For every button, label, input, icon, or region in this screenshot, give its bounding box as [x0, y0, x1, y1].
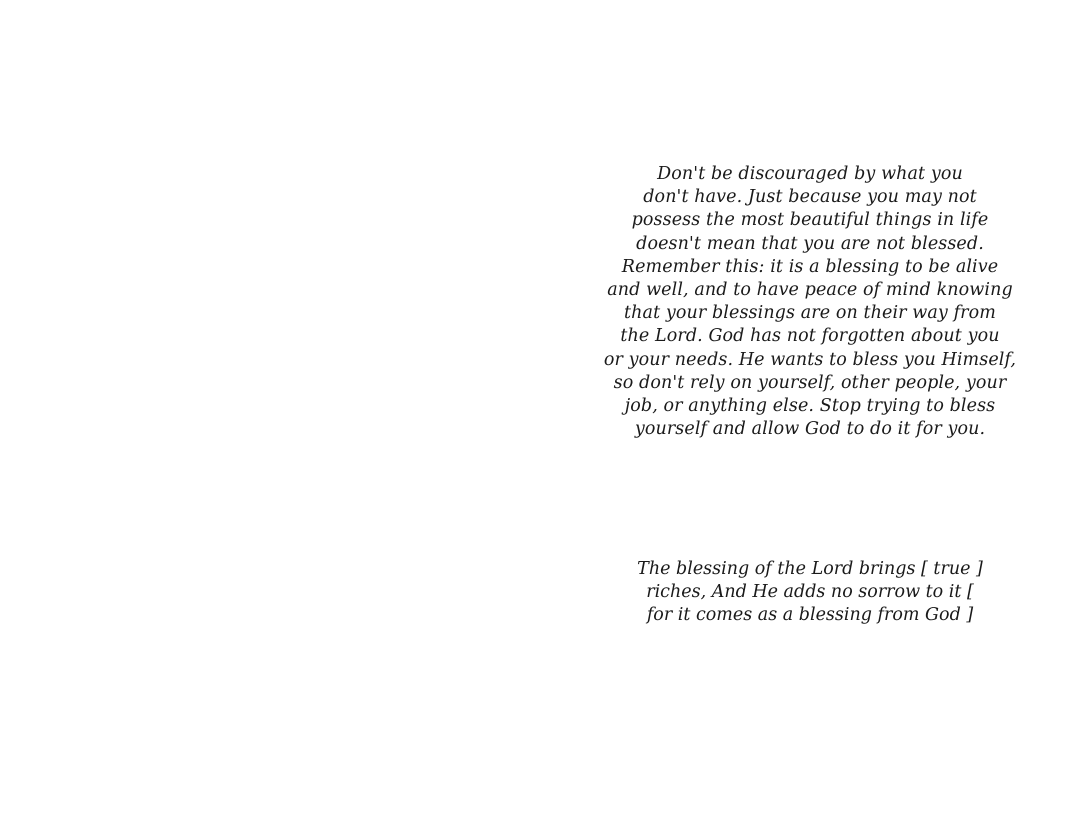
- passage-line: the Lord. God has not forgotten about you: [620, 326, 1000, 347]
- passage-line: Remember this: it is a blessing to be alive: [621, 256, 999, 277]
- passage-line: job, or anything else. Stop trying to bless: [624, 396, 996, 417]
- verse-line: for it comes as a blessing from God ]: [646, 605, 974, 626]
- passage-line: doesn't mean that you are not blessed.: [636, 233, 984, 254]
- passage-line: don't have. Just because you may not: [643, 187, 977, 208]
- verse-line: The blessing of the Lord brings [ true ]: [637, 559, 983, 579]
- passage-line: so don't rely on yourself, other people, your: [613, 372, 1007, 393]
- passage-line: or your needs. He wants to bless you Himself,: [603, 349, 1017, 370]
- devotional-passage: [580, 163, 1040, 441]
- passage-line: that your blessings are on their way from: [624, 303, 996, 324]
- passage-line: possess the most beautiful things in life: [631, 210, 989, 231]
- verse-line: riches, And He adds no sorrow to it [: [646, 582, 974, 603]
- passage-line: Don't be discouraged by what you: [657, 164, 963, 184]
- right-page: [540, 0, 1080, 815]
- scripture-verse: [580, 558, 1040, 628]
- passage-line: and well, and to have peace of mind knowing: [607, 280, 1013, 301]
- passage-line: yourself and allow God to do it for you.: [634, 419, 986, 440]
